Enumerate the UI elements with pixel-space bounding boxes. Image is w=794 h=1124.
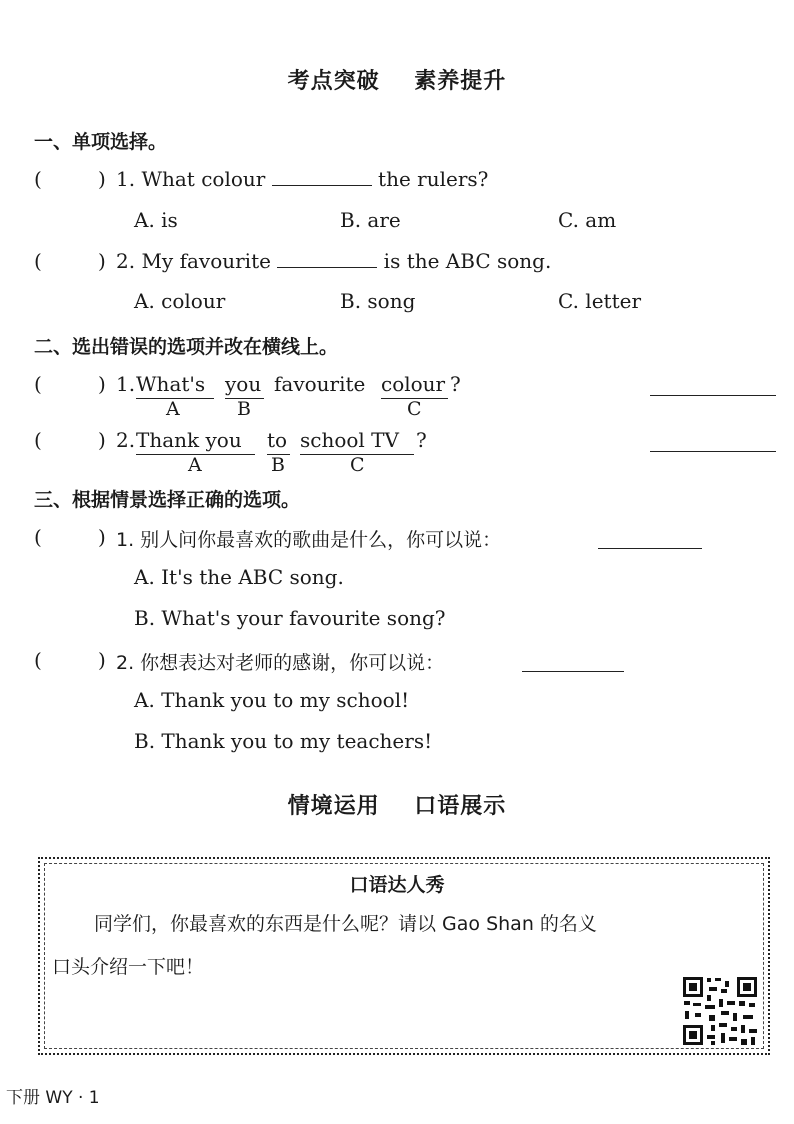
part3-q2-option-a: A. Thank you to my school!: [134, 688, 410, 712]
part1-q2-option-c: C. letter: [558, 289, 642, 313]
part1-q1-stem: 1. What colour the rulers?: [116, 167, 489, 191]
part1-q1-paren-open: (: [34, 167, 42, 191]
part2-q2-label-b: B: [271, 454, 285, 476]
oral-box-line-2: 口头介绍一下吧！: [52, 956, 205, 978]
qr-code-icon[interactable]: [681, 975, 759, 1047]
oral-box-line-1: 同学们，你最喜欢的东西是什么呢？请以 Gao Shan 的名义: [94, 913, 597, 935]
part2-q2-word-a: Thank you: [136, 428, 242, 452]
part1-q1-option-a: A. is: [134, 208, 178, 232]
part2-q2-label-a: A: [188, 454, 202, 476]
part1-q1-answer-slot[interactable]: ): [98, 167, 106, 191]
part2-q1-answer-slot[interactable]: ): [98, 372, 106, 396]
part2-q2-answer-slot[interactable]: ): [98, 428, 106, 452]
part1-q2-answer-slot[interactable]: ): [98, 249, 106, 273]
part2-q1-end: ?: [450, 372, 461, 396]
part1-q2-option-b: B. song: [340, 289, 416, 313]
part1-q1-option-c: C. am: [558, 208, 617, 232]
part1-q2-option-a: A. colour: [134, 289, 226, 313]
oral-box-title: 口语达人秀: [349, 874, 445, 896]
page-footer: 下册 WY · 1: [6, 1088, 100, 1108]
part3-q1-option-b: B. What's your favourite song?: [134, 606, 446, 630]
part3-q1-answer-slot[interactable]: ): [98, 525, 106, 549]
part2-q1-word-plain: favourite: [274, 372, 366, 396]
part3-q2-stem: 2. 你想表达对老师的感谢，你可以说：: [116, 652, 445, 674]
part3-q1-option-a: A. It's the ABC song.: [134, 565, 344, 589]
part2-q1-word-a: What's: [136, 372, 206, 396]
part2-q2-word-b: to: [267, 428, 288, 452]
part2-q1-label-b: B: [237, 398, 251, 420]
part2-q1-num: 1.: [116, 372, 136, 396]
part2-q2-end: ?: [416, 428, 427, 452]
part3-q1-blank[interactable]: [598, 548, 702, 549]
section-title-top: 考点突破 素养提升: [287, 69, 507, 94]
part1-q1-option-b: B. are: [340, 208, 401, 232]
part2-q2-num: 2.: [116, 428, 136, 452]
part1-q2-stem: 2. My favourite is the ABC song.: [116, 249, 552, 273]
part3-q2-blank[interactable]: [522, 671, 624, 672]
part3-heading: 三、根据情景选择正确的选项。: [34, 489, 301, 511]
part3-q1-stem: 1. 别人问你最喜欢的歌曲是什么，你可以说：: [116, 529, 502, 551]
part2-q1-word-b: you: [225, 372, 262, 396]
part2-q2-label-c: C: [350, 454, 365, 476]
part1-q2-blank[interactable]: [277, 266, 377, 268]
part3-q2-option-b: B. Thank you to my teachers!: [134, 729, 433, 753]
part3-q1-paren-open: (: [34, 525, 42, 549]
part2-q2-word-c: school TV: [300, 428, 399, 452]
part2-q1-label-c: C: [407, 398, 422, 420]
part3-q2-paren-open: (: [34, 648, 42, 672]
part2-q2-correction-line[interactable]: [650, 451, 776, 452]
part2-q2-paren-open: (: [34, 428, 42, 452]
section-title-bottom: 情境运用 口语展示: [287, 794, 507, 819]
part2-q1-correction-line[interactable]: [650, 395, 776, 396]
part3-q2-answer-slot[interactable]: ): [98, 648, 106, 672]
part1-q2-paren-open: (: [34, 249, 42, 273]
part2-q1-label-a: A: [166, 398, 180, 420]
part2-q1-paren-open: (: [34, 372, 42, 396]
part1-q1-blank[interactable]: [272, 184, 372, 186]
part2-q1-word-c: colour: [381, 372, 446, 396]
part2-heading: 二、选出错误的选项并改在横线上。: [34, 336, 339, 358]
part1-heading: 一、单项选择。: [34, 131, 168, 153]
